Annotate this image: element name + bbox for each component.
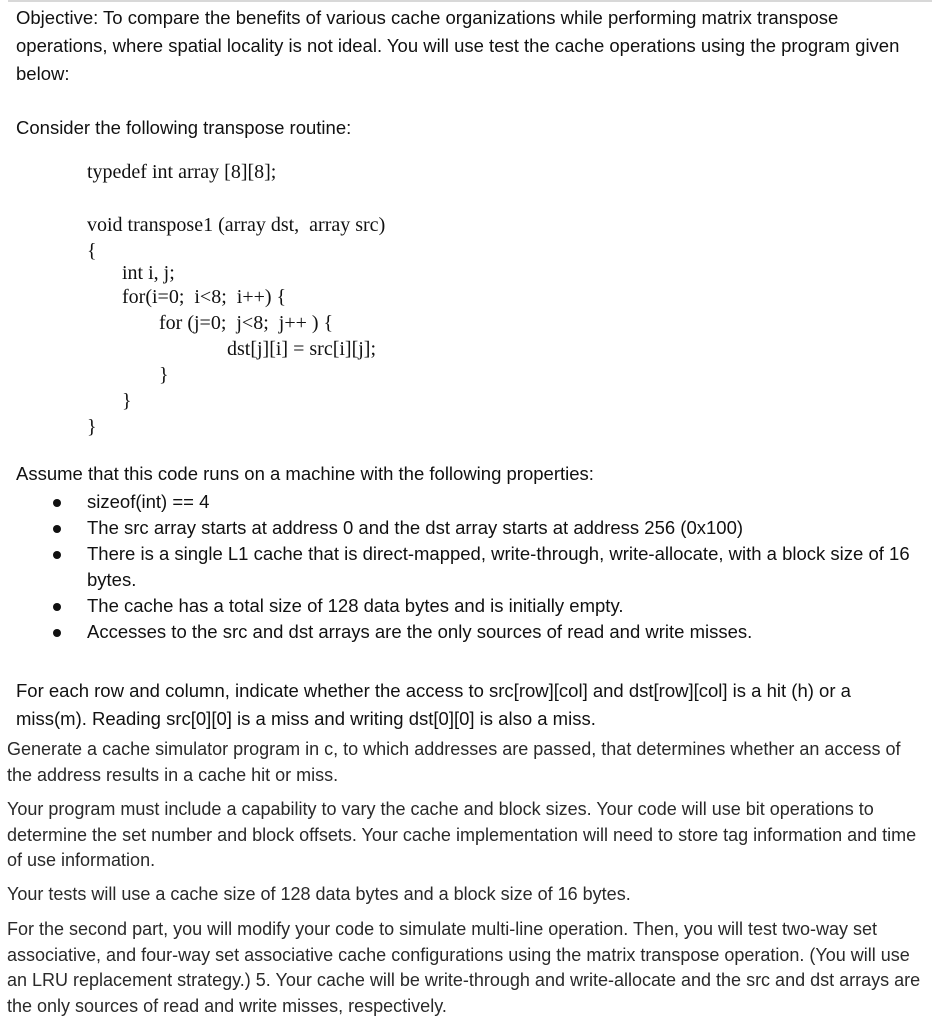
code-close-func: }	[87, 416, 97, 438]
list-item: sizeof(int) == 4	[0, 489, 917, 515]
second-part-paragraph: For the second part, you will modify your code to simulate multi-line operation. Then, you will test two-way set associative, and four-way set associative cache configurations using the matrix transpose operation. (You will use an LRU replacement strategy.) 5. Your cache will be write-through and write-allocate and the src and dst arrays are the only sources of read and write misses, respectively.	[7, 919, 921, 1016]
code-decl: int i, j;	[122, 262, 175, 284]
list-item: The src array starts at address 0 and the dst array starts at address 256 (0x100)	[0, 515, 917, 541]
bullet-icon	[53, 629, 61, 637]
capability-paragraph: Your program must include a capability to vary the cache and block sizes. Your code will use bit operations to determine the set number and block offsets. Your cache implementation will need to store tag information and time of use information.	[7, 799, 917, 870]
bullet-icon	[53, 525, 61, 533]
code-open-brace: {	[87, 240, 97, 262]
bullet-icon	[53, 551, 61, 559]
code-typedef: typedef int array [8][8];	[87, 161, 277, 183]
code-outer-for: for(i=0; i<8; i++) {	[122, 286, 287, 308]
code-body: dst[j][i] = src[i][j];	[227, 338, 377, 360]
assume-paragraph: Assume that this code runs on a machine with the following properties:	[16, 463, 594, 484]
code-signature: void transpose1 (array dst, array src)	[87, 214, 386, 236]
tests-paragraph: Your tests will use a cache size of 128 data bytes and a block size of 16 bytes.	[7, 884, 631, 904]
bullet-icon	[53, 499, 61, 507]
list-item: The cache has a total size of 128 data bytes and is initially empty.	[0, 593, 917, 619]
generate-paragraph: Generate a cache simulator program in c, to which addresses are passed, that determines whether an access of the address results in a cache hit or miss.	[7, 739, 901, 785]
properties-list	[0, 489, 942, 645]
consider-heading: Consider the following transpose routine:	[16, 117, 352, 138]
list-item: There is a single L1 cache that is direct-mapped, write-through, write-allocate, with a block size of 16 bytes.	[0, 541, 917, 593]
bullet-icon	[53, 603, 61, 611]
code-close-outer: }	[122, 390, 132, 412]
objective-paragraph: Objective: To compare the benefits of various cache organizations while performing matrix transpose operations, where spatial locality is not ideal. You will use test the cache operations using the program given below:	[16, 7, 900, 84]
list-item: Accesses to the src and dst arrays are the only sources of read and write misses.	[0, 619, 917, 645]
for-each-paragraph: For each row and column, indicate whether the access to src[row][col] and dst[row][col] is a hit (h) or a miss(m). Reading src[0][0] is a miss and writing dst[0][0] is also a miss.	[16, 680, 851, 729]
code-close-inner: }	[159, 364, 169, 386]
code-inner-for: for (j=0; j<8; j++ ) {	[159, 312, 334, 334]
top-divider	[8, 0, 932, 2]
